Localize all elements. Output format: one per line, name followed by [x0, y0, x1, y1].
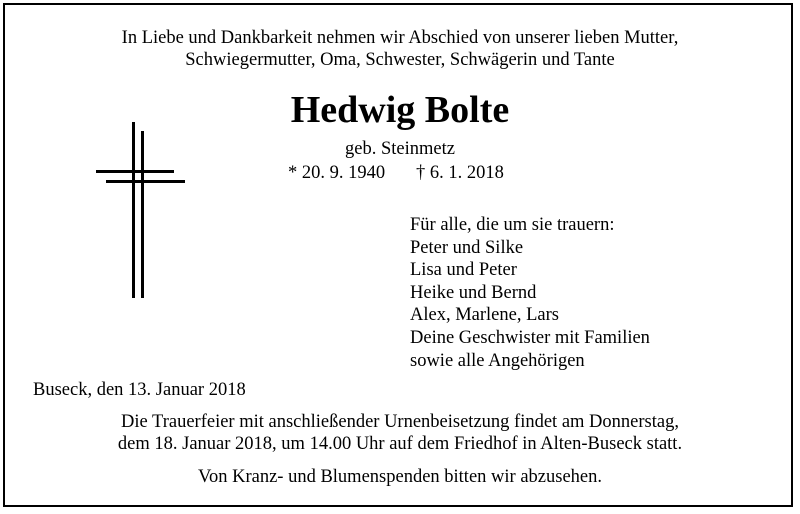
death-date: † 6. 1. 2018	[416, 163, 504, 183]
list-item: Heike und Bernd	[410, 282, 537, 303]
mourners-list	[410, 214, 650, 372]
place-date: Buseck, den 13. Januar 2018	[33, 380, 246, 400]
ceremony-line-2: dem 18. Januar 2018, um 14.00 Uhr auf dem Friedhof in Alten-Buseck statt.	[117, 434, 683, 454]
mourners-heading: Für alle, die um sie trauern:	[410, 215, 615, 235]
intro-line-1: In Liebe und Dankbarkeit nehmen wir Abschied von unserer lieben Mutter,	[121, 28, 679, 48]
list-item: Peter und Silke	[410, 237, 524, 258]
deceased-name: Hedwig Bolte	[290, 89, 510, 131]
list-item: Lisa und Peter	[410, 260, 517, 281]
maiden-name: geb. Steinmetz	[345, 139, 455, 159]
list-item: Alex, Marlene, Lars	[410, 305, 559, 326]
list-item: Deine Geschwister mit Familien	[410, 327, 650, 348]
intro-line-2: Schwiegermutter, Oma, Schwester, Schwägerin und Tante	[185, 50, 615, 70]
birth-date: * 20. 9. 1940	[288, 163, 386, 183]
flowers-note: Von Kranz- und Blumenspenden bitten wir abzusehen.	[198, 467, 602, 487]
list-item: sowie alle Angehörigen	[410, 350, 585, 371]
ceremony-line-1: Die Trauerfeier mit anschließender Urnenbeisetzung findet am Donnerstag,	[121, 412, 679, 432]
